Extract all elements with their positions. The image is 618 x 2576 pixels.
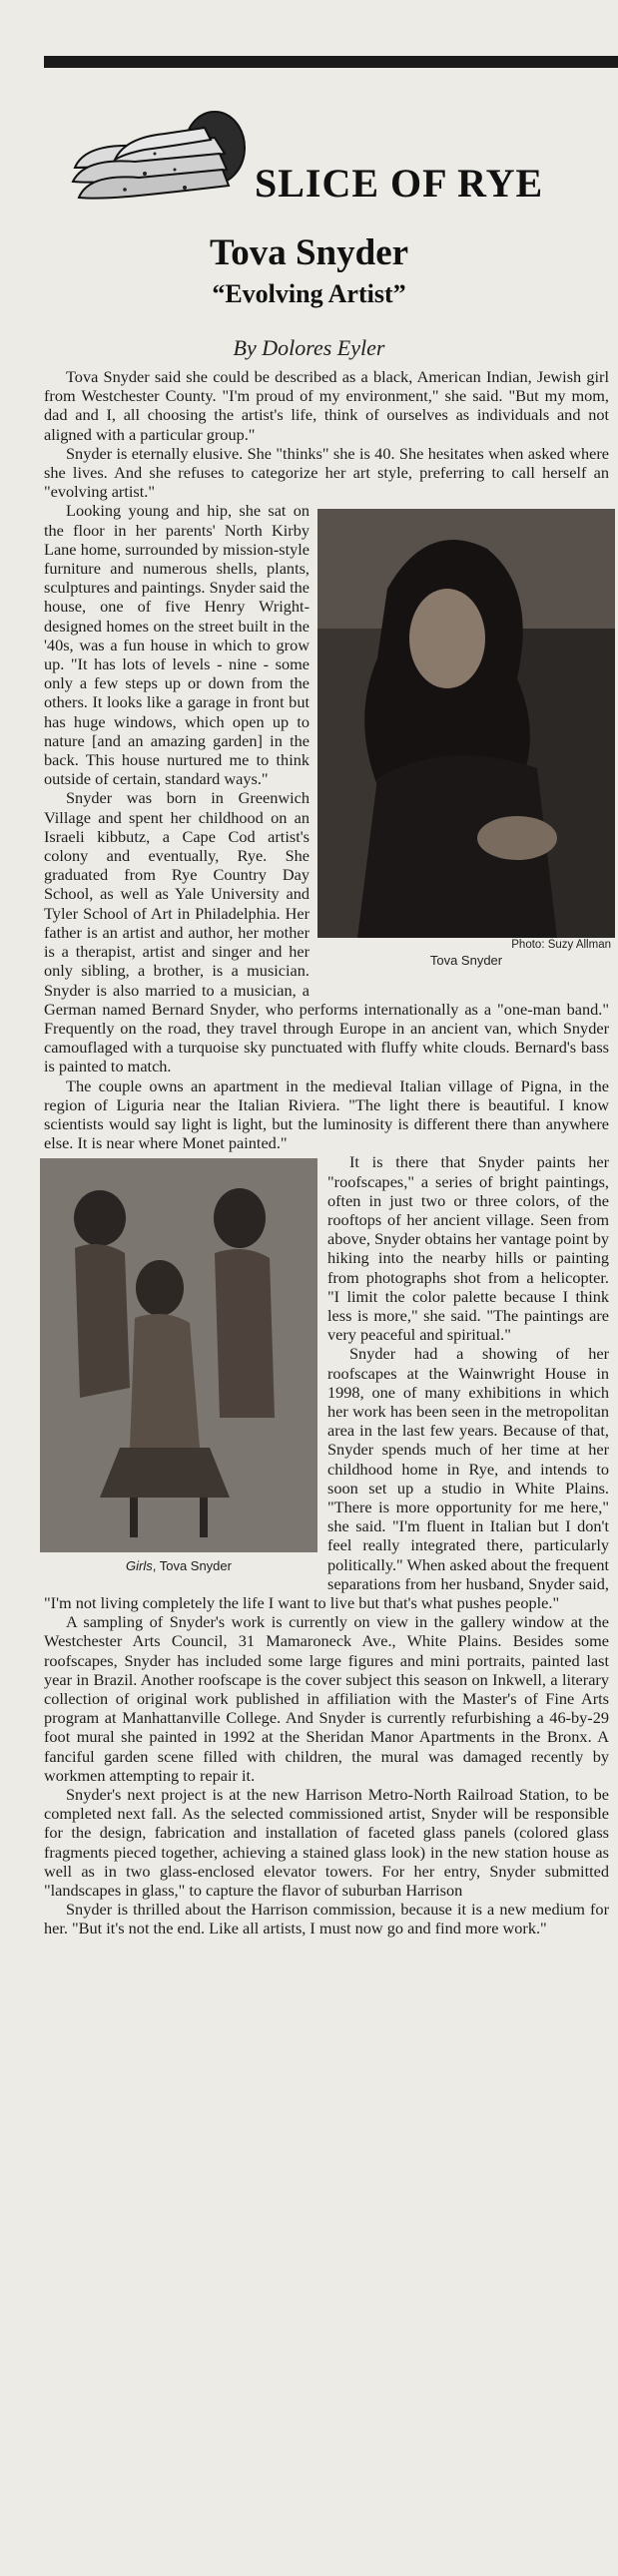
article-paragraph: Snyder had a showing of her roofscapes at the Wainwright House in 1998, one of many exhibitions in which her work has been seen in the metropolitan area in the last few years. Because of that, Snyder spends much of her time at her childhood home in Rye, and intends to soon set up a studio in White Plains. "There is more opportunity for me here," she said. "I'm fluent in Italian but I don't feel really integrated there, particularly politically." When asked about the frequent separations from her husband, Snyder said, "I'm not living completely the life I want to live but that's what pushes people." [44, 1344, 609, 1612]
portrait-photo-figure [317, 509, 615, 990]
portrait-photo [317, 509, 615, 938]
article-paragraph: Tova Snyder said she could be described as a black, American Indian, Jewish girl from Westchester County. "I'm proud of my environment," she said. "But my mom, dad and I, all choosing the artist's life, think of ourselves as individuals and not aligned with a particular group." [44, 367, 609, 444]
article-paragraph: Snyder is eternally elusive. She "thinks" she is 40. She hesitates when asked where she lives. And she refuses to categorize her art style, preferring to call herself an "evolving artist." [44, 443, 609, 502]
article-paragraph: It is there that Snyder paints her "roofscapes," a series of bright paintings, often in just two or three colors, of the rooftops of her ancient village. Seen from above, Snyder obtains her vantage point by hiking into the nearby hills or painting from photographs shot from a helicopter. "I limit the color palette because I think less is more," she said. "The paintings are very peaceful and spiritual." [327, 1152, 609, 1345]
article-paragraph: Snyder is thrilled about the Harrison commission, because it is a new medium for her. "But it's not the end. Like all artists, I must now go and find more work." [44, 1900, 609, 1938]
article-paragraph: Snyder's next project is at the new Harrison Metro-North Railroad Station, to be completed next fall. As the selected commissioned artist, Snyder will be responsible for the design, fabrication and installation of faceted glass panels (colored glass fragments pieced together, achieving a stained glass look) in the new station house as well as in two glass-enclosed elevator towers. For her entry, Snyder submitted "landscapes in glass," to capture the flavor of suburban Harrison [44, 1785, 609, 1901]
painting-caption [40, 1556, 317, 1575]
subheadline: “Evolving Artist” [212, 279, 406, 308]
article-paragraph: Snyder was born in Greenwich Village and spent her childhood on an Israeli kibbutz, a Cape Cod artist's colony and eventually, Rye. She graduated from Rye Country Day School, as well as Yale University and Tyler School of Art in Philadelphia. Her father is an artist and author, her mother is a therapist, artist and singer and her only sibling, a brother, is a musician. Snyder is also married to a musician, a German named Bernard Snyder, who performs internationally as a "one-man band." Frequently on the road, they travel through Europe in an ancient van, which Snyder camouflaged with a turquoise sky punctuated with fluffy white clouds. Bernard's bass is painted to match. [44, 788, 609, 1076]
article-paragraph: Looking young and hip, she sat on the floor in her parents' North Kirby Lane home, surrounded by mission-style furniture and numerous shells, plants, sculptures and paintings. Snyder said the house, one of five Henry Wright-designed homes on the street built in the '40s, was a fun house in which to grow up. "It has lots of levels - nine - some only a few steps up or down from the others. It looks like a garage in front but has huge windows, which open up to nature [and an amazing garden] in the back. This house nurtured me to think outside of certain, standard ways." [44, 501, 309, 789]
column-masthead [55, 108, 614, 208]
painting-photo [40, 1158, 317, 1552]
photo-caption: Tova Snyder [429, 953, 503, 969]
painting-title: Girls [126, 1558, 153, 1574]
painting-artist: , Tova Snyder [152, 1558, 232, 1574]
masthead-rule [44, 56, 618, 68]
column-title: SLICE OF RYE [255, 161, 544, 206]
article-body [44, 367, 609, 1938]
headline: Tova Snyder [209, 232, 409, 273]
article-paragraph: A sampling of Snyder's work is currently on view in the gallery window at the Westchester Arts Council, 31 Mamaroneck Ave., White Plains. Besides some roofscapes, Snyder has included some large figures and mini portraits, painted last year in Brazil. Another roofscape is the cover subject this season on Inkwell, a literary collection of original work published in affiliation with the Master's of Fine Arts program at Manhattanville College. And Snyder is currently refurbishing a 46-by-29 foot mural she painted in 1992 at the Sheridan Manor Apartments in the Bronx. A fanciful garden scene filled with children, the mural was damaged recently by workmen attempting to repair it. [44, 1612, 609, 1785]
bread-loaf-icon [55, 108, 255, 208]
byline: By Dolores Eyler [233, 335, 385, 360]
portrait-caption [317, 938, 615, 968]
painting-photo-figure [40, 1158, 317, 1577]
article-paragraph: The couple owns an apartment in the medieval Italian village of Pigna, in the region of Liguria near the Italian Riviera. "The light there is beautiful. I know scientists would say light is light, but the luminosity is different there than anywhere else. It is near where Monet painted." [44, 1075, 609, 1153]
photo-credit: Photo: Suzy Allman [511, 939, 611, 952]
